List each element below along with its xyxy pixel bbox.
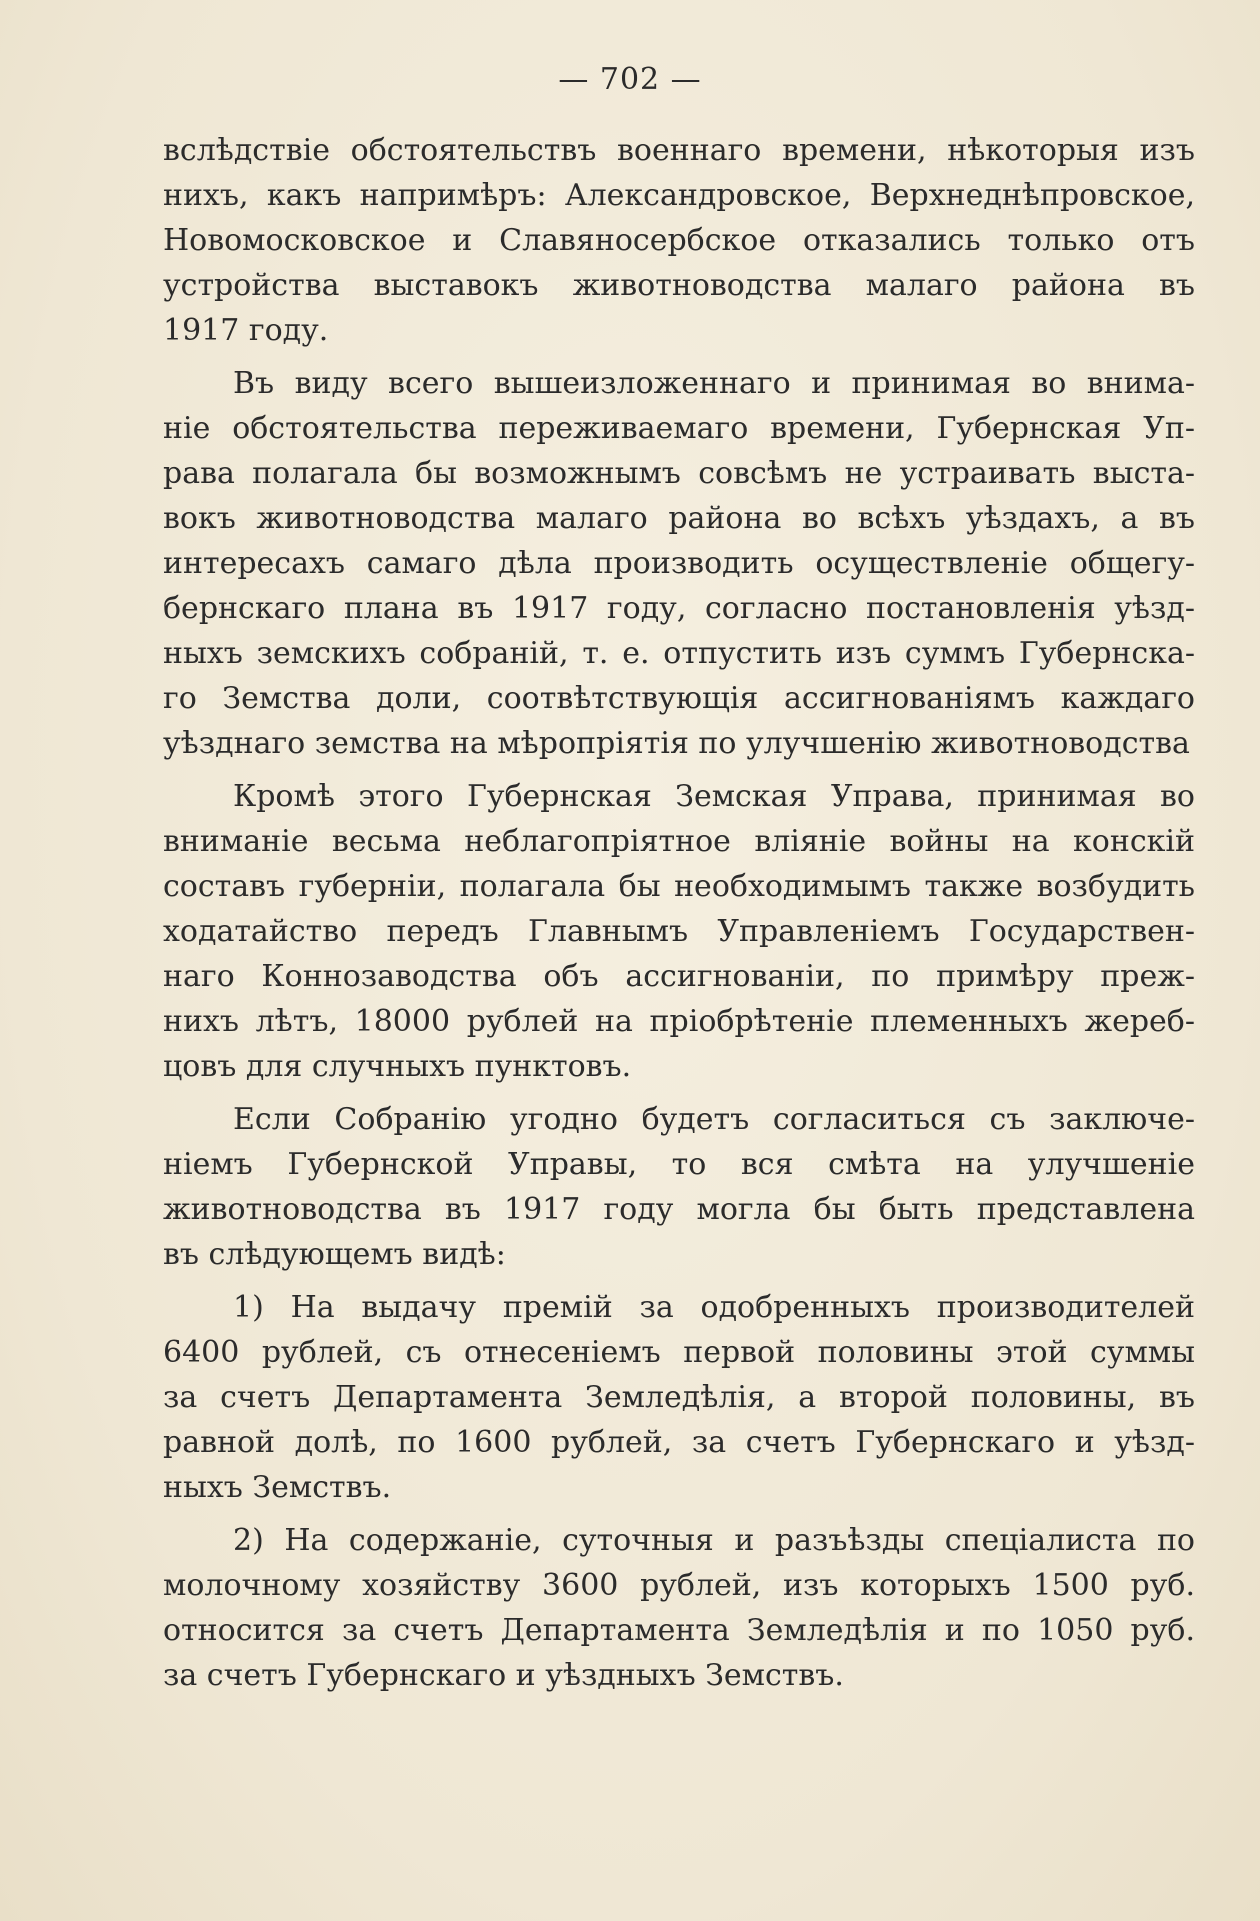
text-line: Кромѣ этого Губернская Земская Управа, принимая во (233, 779, 1195, 814)
paragraph (163, 1518, 1195, 1698)
paragraph (163, 1097, 1195, 1277)
text-line: Новомосковское и Славяносербское отказались только отъ (163, 223, 1195, 258)
body-text (163, 128, 1195, 1698)
text-line: уѣзднаго земства на мѣропріятія по улучшенію животноводства (163, 726, 1190, 761)
page-number: — 702 — (558, 62, 702, 97)
text-line: Въ виду всего вышеизложеннаго и принимая во внима- (233, 366, 1195, 401)
paragraph-gap (163, 353, 1195, 361)
text-line: рава полагала бы возможнымъ совсѣмъ не устраивать выста- (163, 456, 1195, 491)
paragraph (163, 1285, 1195, 1510)
text-line: 1917 году. (163, 313, 329, 348)
text-line: устройства выставокъ животноводства малаго района въ (163, 268, 1195, 303)
text-line: нихъ лѣтъ, 18000 рублей на пріобрѣтеніе племенныхъ жереб- (163, 1004, 1195, 1039)
paragraph (163, 361, 1195, 766)
text-line: ныхъ Земствъ. (163, 1470, 392, 1505)
text-line: ніемъ Губернской Управы, то вся смѣта на улучшеніе (163, 1147, 1195, 1182)
text-line: ходатайство передъ Главнымъ Управленіемъ Государствен- (163, 914, 1195, 949)
text-line: за счетъ Губернскаго и уѣздныхъ Земствъ. (163, 1658, 844, 1693)
text-line: нихъ, какъ напримѣръ: Александровское, Верхнеднѣпровское, (163, 178, 1195, 213)
text-line: животноводства въ 1917 году могла бы быть представлена (163, 1192, 1195, 1227)
text-line: молочному хозяйству 3600 рублей, изъ которыхъ 1500 руб. (163, 1568, 1195, 1603)
paragraph-gap (163, 1277, 1195, 1285)
text-line: наго Коннозаводства объ ассигнованіи, по примѣру преж- (163, 959, 1195, 994)
text-line: равной долѣ, по 1600 рублей, за счетъ Губернскаго и уѣзд- (163, 1425, 1195, 1460)
text-line: 2) На содержаніе, суточныя и разъѣзды спеціалиста по (233, 1523, 1195, 1558)
text-line: Если Собранію угодно будетъ согласиться съ заключе- (233, 1102, 1195, 1137)
paragraph (163, 128, 1195, 353)
paragraph-gap (163, 766, 1195, 774)
text-line: въ слѣдующемъ видѣ: (163, 1237, 506, 1272)
text-line: го Земства доли, соотвѣтствующія ассигнованіямъ каждаго (163, 681, 1195, 716)
text-line: ныхъ земскихъ собраній, т. е. отпустить изъ суммъ Губернска- (163, 636, 1195, 671)
text-line: составъ губерніи, полагала бы необходимымъ также возбудить (163, 869, 1195, 904)
text-line: вслѣдствіе обстоятельствъ военнаго времени, нѣкоторыя изъ (163, 133, 1195, 168)
text-line: 6400 рублей, съ отнесеніемъ первой половины этой суммы (163, 1335, 1195, 1370)
text-line: интересахъ самаго дѣла производить осуществленіе общегу- (163, 546, 1195, 581)
paragraph-gap (163, 1510, 1195, 1518)
text-line: бернскаго плана въ 1917 году, согласно постановленія уѣзд- (163, 591, 1195, 626)
text-line: ніе обстоятельства переживаемаго времени, Губернская Уп- (163, 411, 1195, 446)
paragraph-gap (163, 1089, 1195, 1097)
text-line: относится за счетъ Департамента Земледѣлія и по 1050 руб. (163, 1613, 1195, 1648)
text-line: вокъ животноводства малаго района во всѣхъ уѣздахъ, а въ (163, 501, 1195, 536)
text-line: 1) На выдачу премій за одобренныхъ производителей (233, 1290, 1195, 1325)
text-line: вниманіе весьма неблагопріятное вліяніе войны на конскій (163, 824, 1195, 859)
paragraph (163, 774, 1195, 1089)
text-line: за счетъ Департамента Земледѣлія, а второй половины, въ (163, 1380, 1195, 1415)
text-line: цовъ для случныхъ пунктовъ. (163, 1049, 632, 1084)
